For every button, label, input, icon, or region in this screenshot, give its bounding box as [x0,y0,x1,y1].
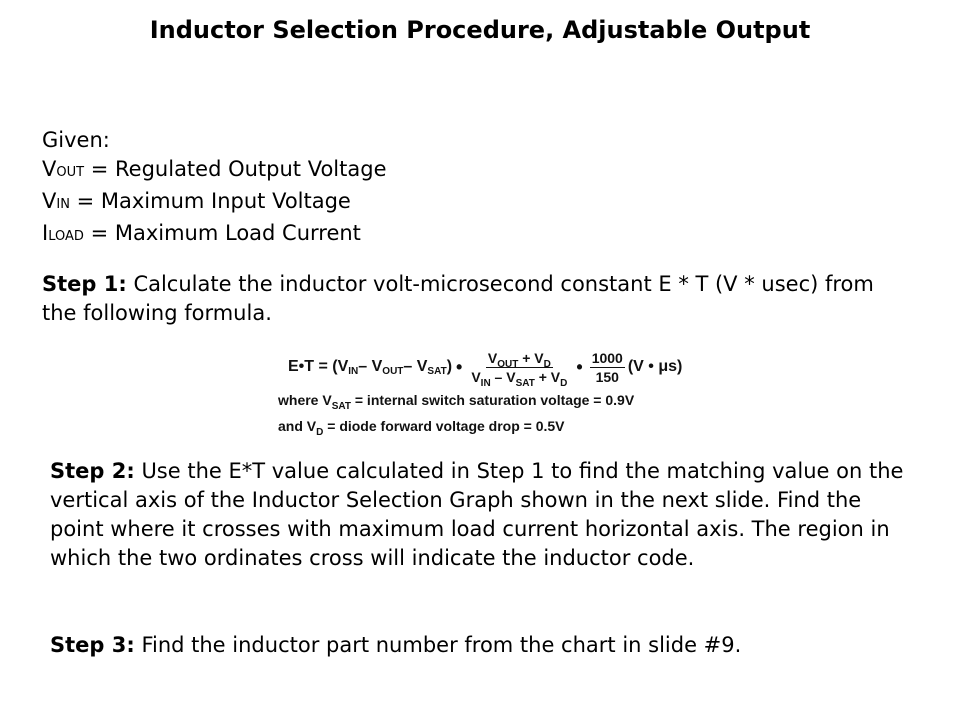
where-vd-b: = diode forward voltage drop = 0.5V [323,418,565,434]
den-minus: – V [490,368,516,385]
given-iload [42,219,387,251]
where-vd-a: and V [278,418,317,434]
vin-symbol: V [42,189,57,213]
step3-text: Find the inductor part number from the chart in slide #9. [134,633,742,657]
iload-subscript: LOAD [48,229,84,244]
step3-label: Step 3: [50,633,135,657]
given-section [42,126,387,251]
formula-lhs: E•T = (V [288,358,349,375]
fraction-denominator [469,368,569,389]
multiply-dot-2: • [576,356,583,377]
formula-out-sub: OUT [382,365,404,377]
voltage-fraction [469,349,569,389]
vout-subscript: OUT [56,165,85,180]
den-d-sub: D [560,377,568,389]
formula-minus2: – V [403,358,428,375]
step2-label: Step 2: [50,459,135,483]
vin-subscript: IN [56,197,70,212]
den-plus: + V [534,368,561,385]
num-d-sub: D [543,358,551,370]
vin-description: = Maximum Input Voltage [69,189,351,213]
multiply-dot-1: • [456,356,463,377]
given-heading: Given: [42,128,110,152]
where-vsat-sub: SAT [331,401,351,412]
den-v: V [471,368,481,385]
fraction-numerator [486,350,553,368]
formula-in-sub: IN [348,365,359,377]
given-vout [42,155,387,187]
where-vsat-b: = internal switch saturation voltage = 0.9V [350,392,635,408]
constant-denominator: 150 [595,368,619,385]
constant-numerator: 1000 [591,349,623,366]
where-vsat [278,392,635,412]
where-vd-sub: D [316,427,324,438]
step2-paragraph [50,457,920,573]
step2-text: Use the E*T value calculated in Step 1 to find the matching value on the vertical axis of the Inductor Selection Graph shown in the next slide. Find the point where it crosses with maximum load current horizontal axis. The region in which the two ordinates cross will indicate the inductor code. [50,459,904,570]
step1-paragraph [42,270,902,328]
slide-title: Inductor Selection Procedure, Adjustable Output [149,16,811,44]
step1-text: Calculate the inductor volt-microsecond constant E * T (V * usec) from the following formula. [42,272,874,325]
iload-symbol: I [42,221,49,245]
step3-paragraph [50,631,920,660]
where-vd [278,418,565,438]
den-sat-sub: SAT [515,377,535,389]
given-vin [42,187,387,219]
formula-units: (V • μs) [627,358,683,375]
step1-label: Step 1: [42,272,127,296]
formula-minus1: – V [358,358,383,375]
constant-fraction [590,350,625,385]
formula-sat-sub: SAT [427,365,447,377]
formula-image [278,334,738,444]
formula-close: ) [446,358,453,375]
formula-equation [288,342,682,392]
num-out-sub: OUT [497,358,519,370]
vout-symbol: V [42,157,57,181]
where-vsat-a: where V [278,392,332,408]
iload-description: = Maximum Load Current [83,221,361,245]
num-v: V [487,349,498,366]
vout-description: = Regulated Output Voltage [84,157,387,181]
den-in-sub: IN [480,377,491,389]
num-plus: + V [518,349,544,366]
